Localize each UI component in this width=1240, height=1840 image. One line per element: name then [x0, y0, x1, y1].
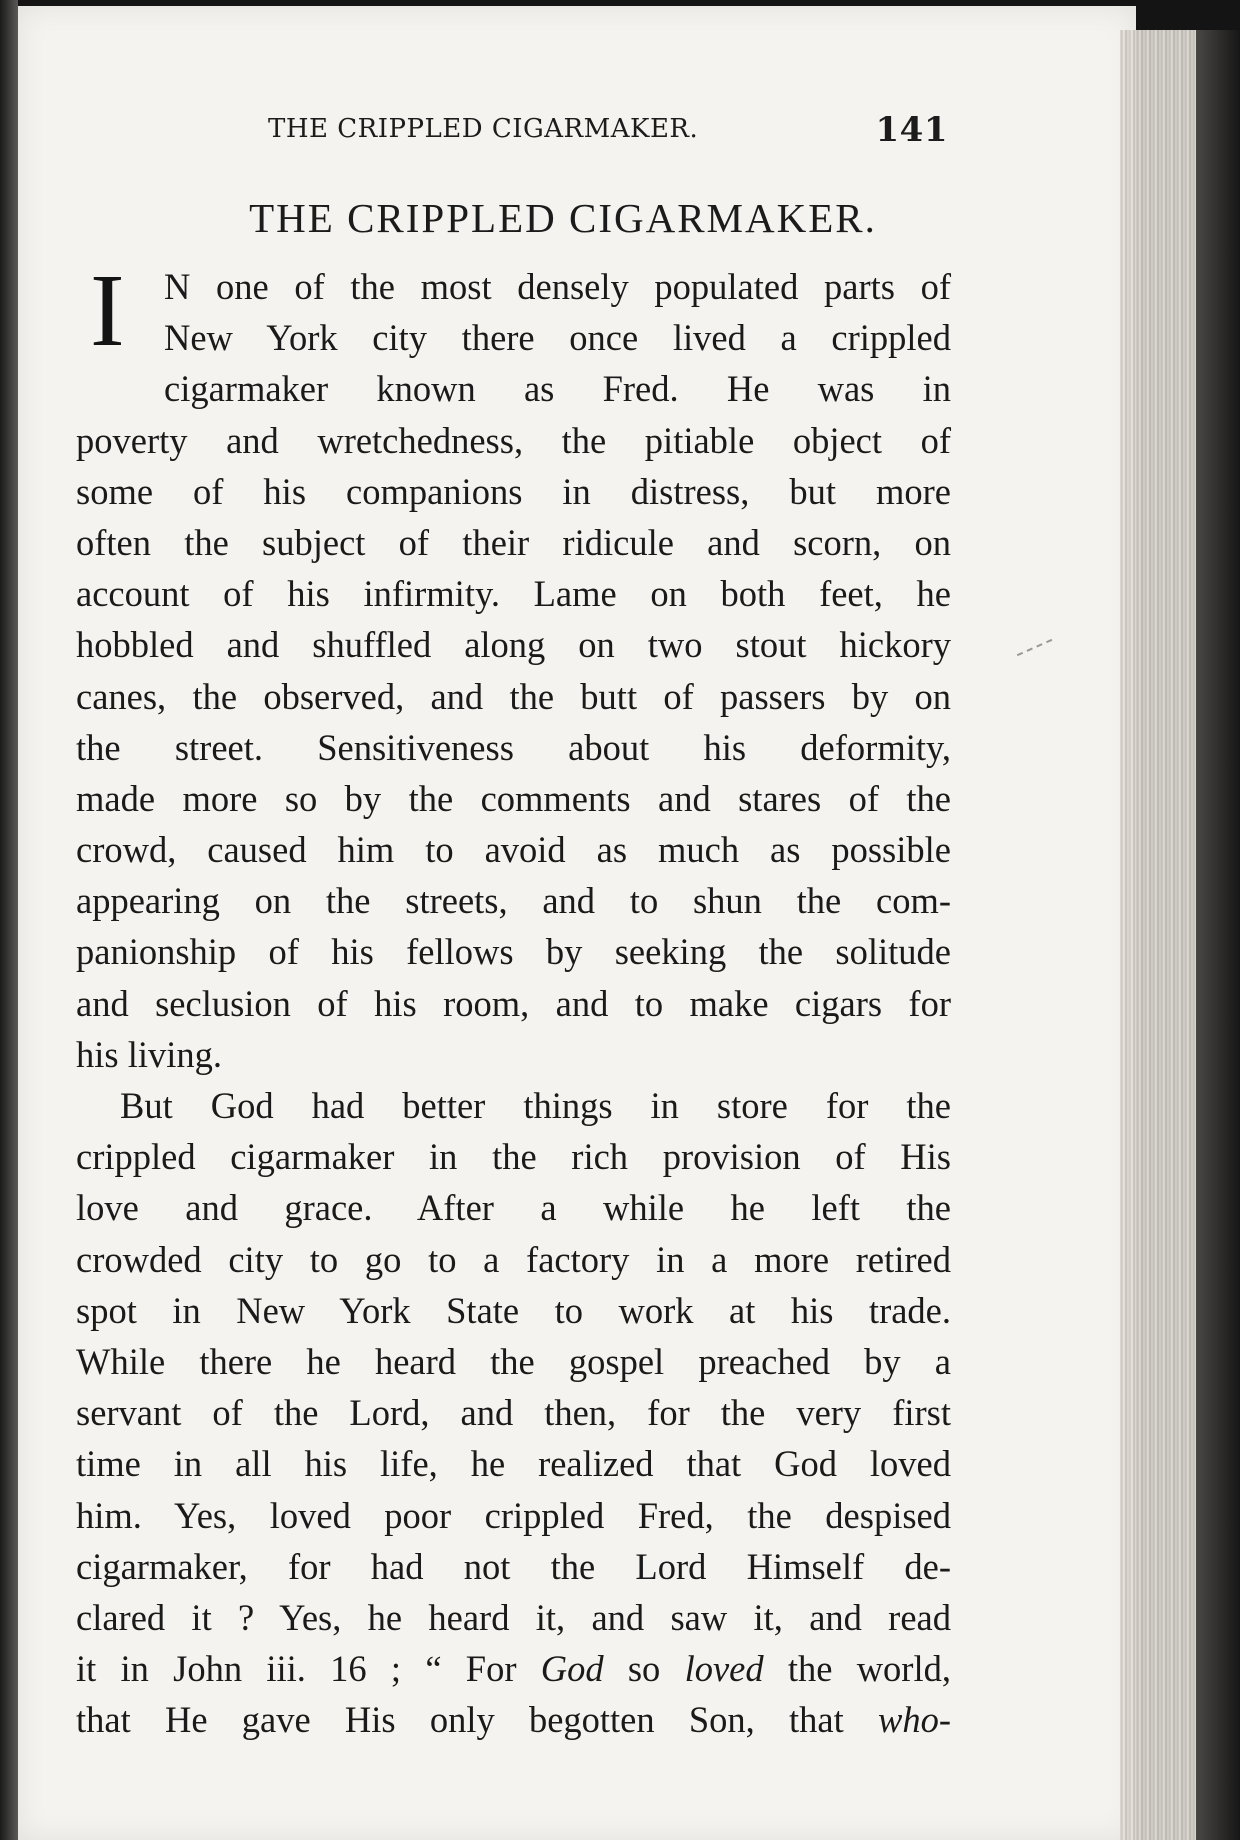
text-line	[76, 926, 951, 977]
line-text: New York city there once lived a crippled	[164, 317, 951, 359]
text-line	[76, 363, 951, 414]
text-line	[76, 875, 951, 926]
line-text: cigarmaker, for had not the Lord Himself de-	[76, 1545, 951, 1587]
line-text: spot in New York State to work at his trade.	[76, 1289, 951, 1331]
line-text: While there he heard the gospel preached by a	[76, 1340, 951, 1382]
line-text: servant of the Lord, and then, for the very first	[76, 1392, 951, 1434]
line-text: him. Yes, loved poor crippled Fred, the despised	[76, 1494, 951, 1536]
text-line	[76, 1490, 951, 1541]
text-line	[76, 415, 951, 466]
text-line	[76, 1234, 951, 1285]
text-line	[76, 824, 951, 875]
line-text-a: it in John iii. 16 ; “ For	[76, 1648, 541, 1690]
text-line	[76, 1285, 951, 1336]
text-line	[76, 1182, 951, 1233]
page-edge-shadow	[1196, 30, 1240, 1840]
page-paper	[18, 6, 1136, 1840]
line-text-c: the world,	[763, 1648, 951, 1690]
text-line	[76, 978, 951, 1029]
text-line	[76, 1643, 951, 1694]
line-text: poverty and wretchedness, the pitiable object of	[76, 419, 951, 461]
text-line	[76, 312, 951, 363]
chapter-title: THE CRIPPLED CIGARMAKER.	[249, 195, 877, 241]
text-line	[76, 1541, 951, 1592]
line-text: appearing on the streets, and to shun the com-	[76, 880, 951, 922]
italic-word: who-	[878, 1699, 951, 1741]
line-text: often the subject of their ridicule and scorn, on	[76, 521, 951, 563]
line-text: and seclusion of his room, and to make cigars for	[76, 982, 951, 1024]
text-line	[76, 1387, 951, 1438]
text-line	[76, 568, 951, 619]
italic-word: loved	[684, 1648, 764, 1690]
line-text: canes, the observed, and the butt of passers by on	[76, 675, 951, 717]
line-text: his living.	[76, 1033, 223, 1075]
drop-cap: I	[90, 253, 125, 368]
binding-shadow	[0, 0, 18, 1840]
line-text: made more so by the comments and stares of the	[76, 777, 951, 819]
text-line	[76, 1131, 951, 1182]
text-line	[76, 1029, 951, 1080]
line-text: the street. Sensitiveness about his deformity,	[76, 726, 951, 768]
line-text: crowded city to go to a factory in a more retired	[76, 1238, 951, 1280]
line-text: time in all his life, he realized that God loved	[76, 1443, 951, 1485]
line-text: love and grace. After a while he left the	[76, 1187, 951, 1229]
text-line	[76, 1694, 951, 1745]
line-text: N one of the most densely populated parts of	[164, 266, 951, 307]
page-number: 141	[875, 110, 948, 150]
text-line	[76, 722, 951, 773]
text-line	[76, 261, 951, 312]
stray-pencil-mark	[1017, 639, 1057, 667]
text-line	[76, 517, 951, 568]
text-line	[76, 466, 951, 517]
text-line	[76, 773, 951, 824]
line-text-b: so	[603, 1648, 685, 1690]
line-text: crippled cigarmaker in the rich provision of His	[76, 1136, 951, 1178]
body-text	[76, 253, 951, 1745]
line-text: panionship of his fellows by seeking the solitude	[76, 931, 951, 973]
line-text-a: that He gave His only begotten Son, that	[76, 1699, 878, 1741]
running-head-title: THE CRIPPLED CIGARMAKER.	[268, 114, 699, 144]
text-line	[76, 1336, 951, 1387]
text-line	[76, 1438, 951, 1489]
page-block-edge	[1120, 30, 1198, 1840]
line-text: account of his infirmity. Lame on both feet, he	[76, 573, 951, 615]
line-text: crowd, caused him to avoid as much as possible	[76, 829, 951, 871]
line-text: clared it ? Yes, he heard it, and saw it, and read	[76, 1596, 951, 1638]
running-head	[268, 110, 958, 154]
line-text: But God had better things in store for the	[120, 1085, 951, 1126]
line-text: hobbled and shuffled along on two stout hickory	[76, 624, 951, 666]
line-text: cigarmaker known as Fred. He was in	[164, 368, 951, 410]
text-line	[76, 619, 951, 670]
text-line	[76, 1080, 951, 1131]
text-line	[76, 671, 951, 722]
line-text: some of his companions in distress, but more	[76, 470, 951, 512]
italic-word: God	[540, 1648, 604, 1690]
text-line	[76, 1592, 951, 1643]
